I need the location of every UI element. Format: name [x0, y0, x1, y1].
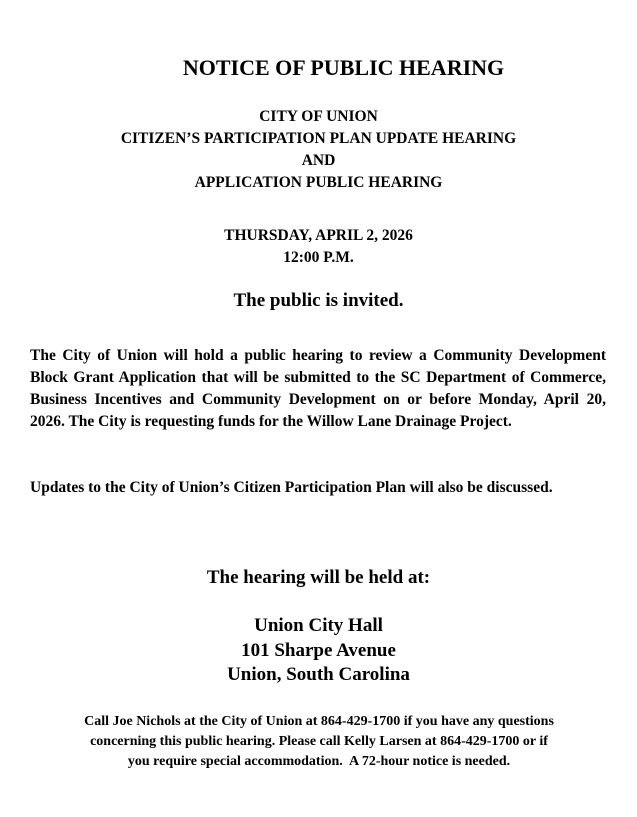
hearing-type-line-1: CITIZEN’S PARTICIPATION PLAN UPDATE HEARING: [120, 130, 517, 147]
city-name: CITY OF UNION: [259, 108, 378, 125]
contact-line: you require special accommodation. A 72-hour notice is needed.: [127, 754, 511, 769]
contact-line: concerning this public hearing. Please call Kelly Larsen at 864-429-1700 or if: [90, 734, 548, 749]
grant-paragraph: The City of Union will hold a public hearing to review a Community Development Block Grant Application that will be submitted to the SC Department of Commerce, Business Incentives and Community Development on or before Monday, April 20, 2026. The City is requesting funds for the Willow Lane Drainage Project.: [30, 347, 606, 430]
hearing-heading: [0, 106, 637, 194]
hearing-time: 12:00 P.M.: [283, 249, 354, 266]
public-invite: The public is invited.: [233, 290, 404, 311]
location-address: [0, 614, 637, 688]
location-heading: The hearing will be held at:: [206, 567, 431, 588]
contact-line: Call Joe Nichols at the City of Union at 864-429-1700 if you have any questions: [84, 714, 554, 729]
contact-info: [30, 712, 608, 772]
location-city: Union, South Carolina: [227, 664, 410, 685]
notice-title: NOTICE OF PUBLIC HEARING: [182, 55, 505, 80]
location-street: 101 Sharpe Avenue: [241, 639, 396, 661]
hearing-type-conjunction: AND: [301, 152, 336, 169]
location-name: Union City Hall: [254, 615, 383, 636]
plan-update-paragraph: Updates to the City of Union’s Citizen Participation Plan will also be discussed.: [30, 479, 553, 496]
hearing-date: THURSDAY, APRIL 2, 2026: [224, 227, 413, 244]
hearing-type-line-2: APPLICATION PUBLIC HEARING: [194, 174, 443, 191]
hearing-datetime: [0, 225, 637, 269]
